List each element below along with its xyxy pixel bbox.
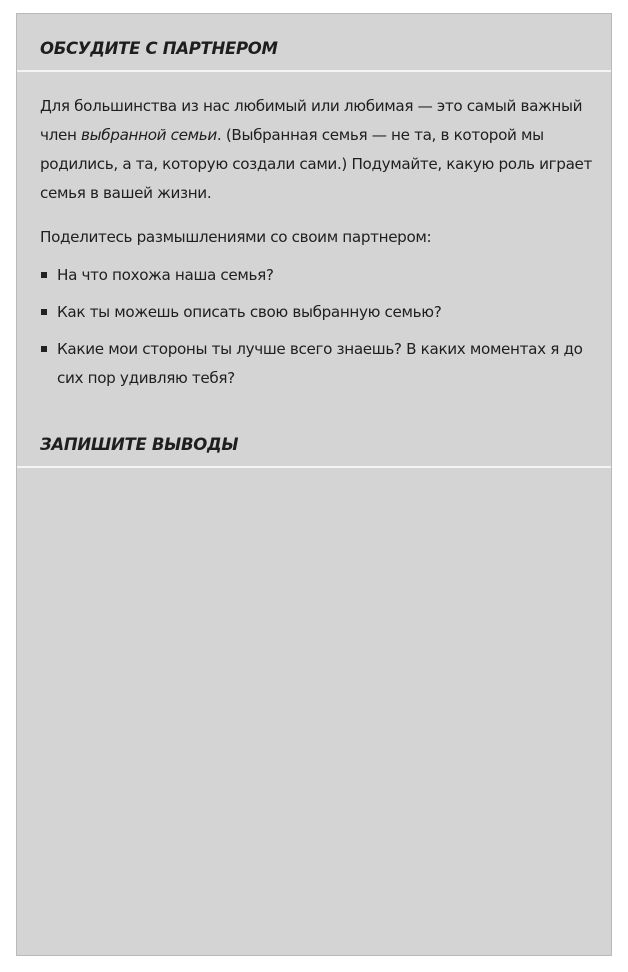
square-bullet-icon	[41, 272, 47, 278]
intro-italic-term: выбранной семьи	[81, 126, 217, 144]
question-item	[40, 261, 598, 290]
question-item	[40, 335, 598, 393]
intro-text-start: Для большинства из нас любимый или любимая — это самый важный член	[40, 97, 583, 144]
discuss-body	[40, 92, 598, 401]
intro-text-end: . (Выбранная семья — не та, в которой мы родились, а та, которую создали сами.) Подумайте, какую роль играет семья в вашей жизни.	[40, 126, 593, 202]
intro-paragraph	[40, 92, 598, 208]
question-list	[40, 261, 598, 393]
question-text: Какие мои стороны ты лучше всего знаешь? В каких моментах я до сих пор удивляю тебя?	[57, 340, 583, 387]
discussion-prompt: Поделитесь размышлениями со своим партнером:	[40, 228, 432, 246]
discuss-heading: ОБСУДИТЕ С ПАРТНЕРОМ	[40, 39, 278, 58]
notes-writing-area[interactable]	[17, 468, 611, 955]
notes-heading: ЗАПИШИТЕ ВЫВОДЫ	[40, 435, 239, 454]
question-text: Как ты можешь описать свою выбранную семью?	[57, 303, 442, 321]
exercise-panel	[16, 13, 612, 956]
question-text: На что похожа наша семья?	[57, 266, 274, 284]
square-bullet-icon	[41, 309, 47, 315]
question-item	[40, 298, 598, 327]
discuss-divider	[17, 70, 611, 72]
square-bullet-icon	[41, 346, 47, 352]
